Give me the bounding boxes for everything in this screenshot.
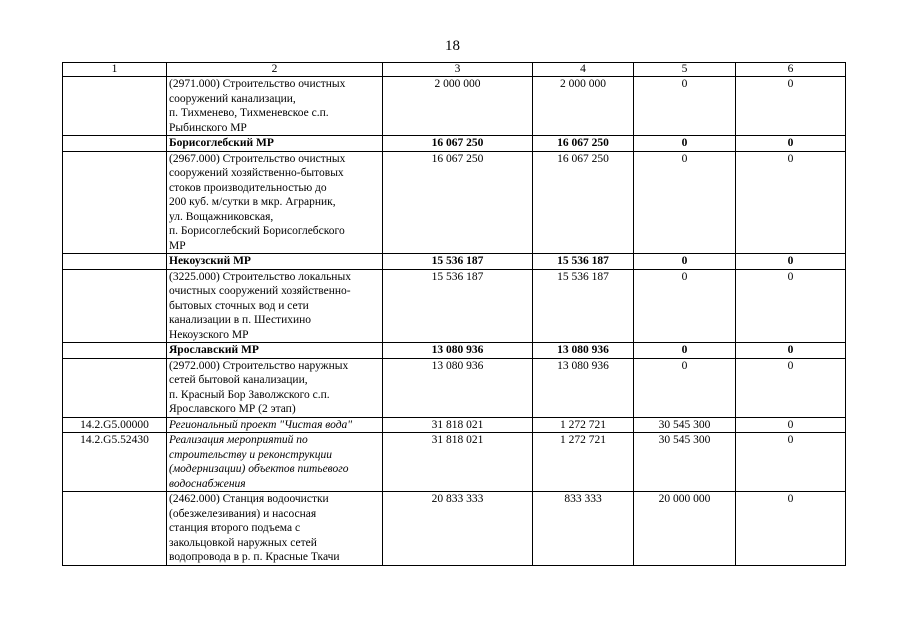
page-number: 18: [445, 38, 460, 54]
col4-cell: 16 067 250: [533, 151, 634, 254]
table-row: [63, 358, 846, 417]
col3-cell: 31 818 021: [383, 433, 533, 492]
code-cell: 14.2.G5.00000: [63, 417, 167, 433]
col3-cell: 2 000 000: [383, 77, 533, 136]
code-cell: [63, 151, 167, 254]
name-cell: (2462.000) Станция водоочистки (обезжелезивания) и насосная станция второго подъема с закольцовкой наружных сетей водопровода в р. п. Красные Ткачи: [167, 492, 383, 566]
col5-cell: 0: [634, 269, 736, 343]
header-cell: 4: [533, 63, 634, 77]
district-total-row: [63, 136, 846, 152]
program-row: [63, 417, 846, 433]
name-cell: (2967.000) Строительство очистных сооружений хозяйственно-бытовых стоков производительностью до 200 куб. м/сутки в мкр. Аграрник, ул. Вощажниковская, п. Борисоглебский Борисоглебского МР: [167, 151, 383, 254]
col4-cell: 1 272 721: [533, 433, 634, 492]
col4-cell: 1 272 721: [533, 417, 634, 433]
col5-cell: 0: [634, 358, 736, 417]
col3-cell: 13 080 936: [383, 343, 533, 359]
col6-cell: 0: [736, 254, 846, 270]
name-cell: Некоузский МР: [167, 254, 383, 270]
name-cell: Борисоглебский МР: [167, 136, 383, 152]
col4-cell: 13 080 936: [533, 343, 634, 359]
header-cell: 2: [167, 63, 383, 77]
col3-cell: 15 536 187: [383, 254, 533, 270]
col3-cell: 31 818 021: [383, 417, 533, 433]
code-cell: [63, 343, 167, 359]
col3-cell: 20 833 333: [383, 492, 533, 566]
name-cell: (2972.000) Строительство наружных сетей бытовой канализации, п. Красный Бор Заволжского с.п. Ярославского МР (2 этап): [167, 358, 383, 417]
header-cell: 3: [383, 63, 533, 77]
budget-table: [62, 62, 846, 566]
col6-cell: 0: [736, 269, 846, 343]
code-cell: [63, 136, 167, 152]
code-cell: [63, 77, 167, 136]
col5-cell: 30 545 300: [634, 433, 736, 492]
col6-cell: 0: [736, 77, 846, 136]
col6-cell: 0: [736, 358, 846, 417]
table-row: [63, 269, 846, 343]
program-row: [63, 433, 846, 492]
table-row: [63, 77, 846, 136]
code-cell: [63, 358, 167, 417]
header-cell: 5: [634, 63, 736, 77]
header-cell: 1: [63, 63, 167, 77]
col4-cell: 15 536 187: [533, 254, 634, 270]
table-row: [63, 151, 846, 254]
col5-cell: 0: [634, 136, 736, 152]
col4-cell: 16 067 250: [533, 136, 634, 152]
col6-cell: 0: [736, 433, 846, 492]
col5-cell: 20 000 000: [634, 492, 736, 566]
col6-cell: 0: [736, 417, 846, 433]
code-cell: [63, 254, 167, 270]
col6-cell: 0: [736, 151, 846, 254]
col6-cell: 0: [736, 136, 846, 152]
col5-cell: 0: [634, 343, 736, 359]
col5-cell: 30 545 300: [634, 417, 736, 433]
district-total-row: [63, 254, 846, 270]
name-cell: (2971.000) Строительство очистных сооружений канализации, п. Тихменево, Тихменевское с.п. Рыбинского МР: [167, 77, 383, 136]
col5-cell: 0: [634, 254, 736, 270]
code-cell: 14.2.G5.52430: [63, 433, 167, 492]
col6-cell: 0: [736, 343, 846, 359]
name-cell: Реализация мероприятий по строительству и реконструкции (модернизации) объектов питьевого водоснабжения: [167, 433, 383, 492]
col5-cell: 0: [634, 151, 736, 254]
col3-cell: 16 067 250: [383, 151, 533, 254]
col6-cell: 0: [736, 492, 846, 566]
col4-cell: 2 000 000: [533, 77, 634, 136]
code-cell: [63, 269, 167, 343]
col3-cell: 13 080 936: [383, 358, 533, 417]
col3-cell: 16 067 250: [383, 136, 533, 152]
col4-cell: 15 536 187: [533, 269, 634, 343]
col4-cell: 833 333: [533, 492, 634, 566]
table-row: [63, 492, 846, 566]
district-total-row: [63, 343, 846, 359]
name-cell: (3225.000) Строительство локальных очистных сооружений хозяйственно- бытовых сточных вод и сети канализации в п. Шестихино Некоузского МР: [167, 269, 383, 343]
code-cell: [63, 492, 167, 566]
name-cell: Ярославский МР: [167, 343, 383, 359]
name-cell: Региональный проект "Чистая вода": [167, 417, 383, 433]
col5-cell: 0: [634, 77, 736, 136]
col3-cell: 15 536 187: [383, 269, 533, 343]
header-cell: 6: [736, 63, 846, 77]
col4-cell: 13 080 936: [533, 358, 634, 417]
header-row: [63, 63, 846, 77]
